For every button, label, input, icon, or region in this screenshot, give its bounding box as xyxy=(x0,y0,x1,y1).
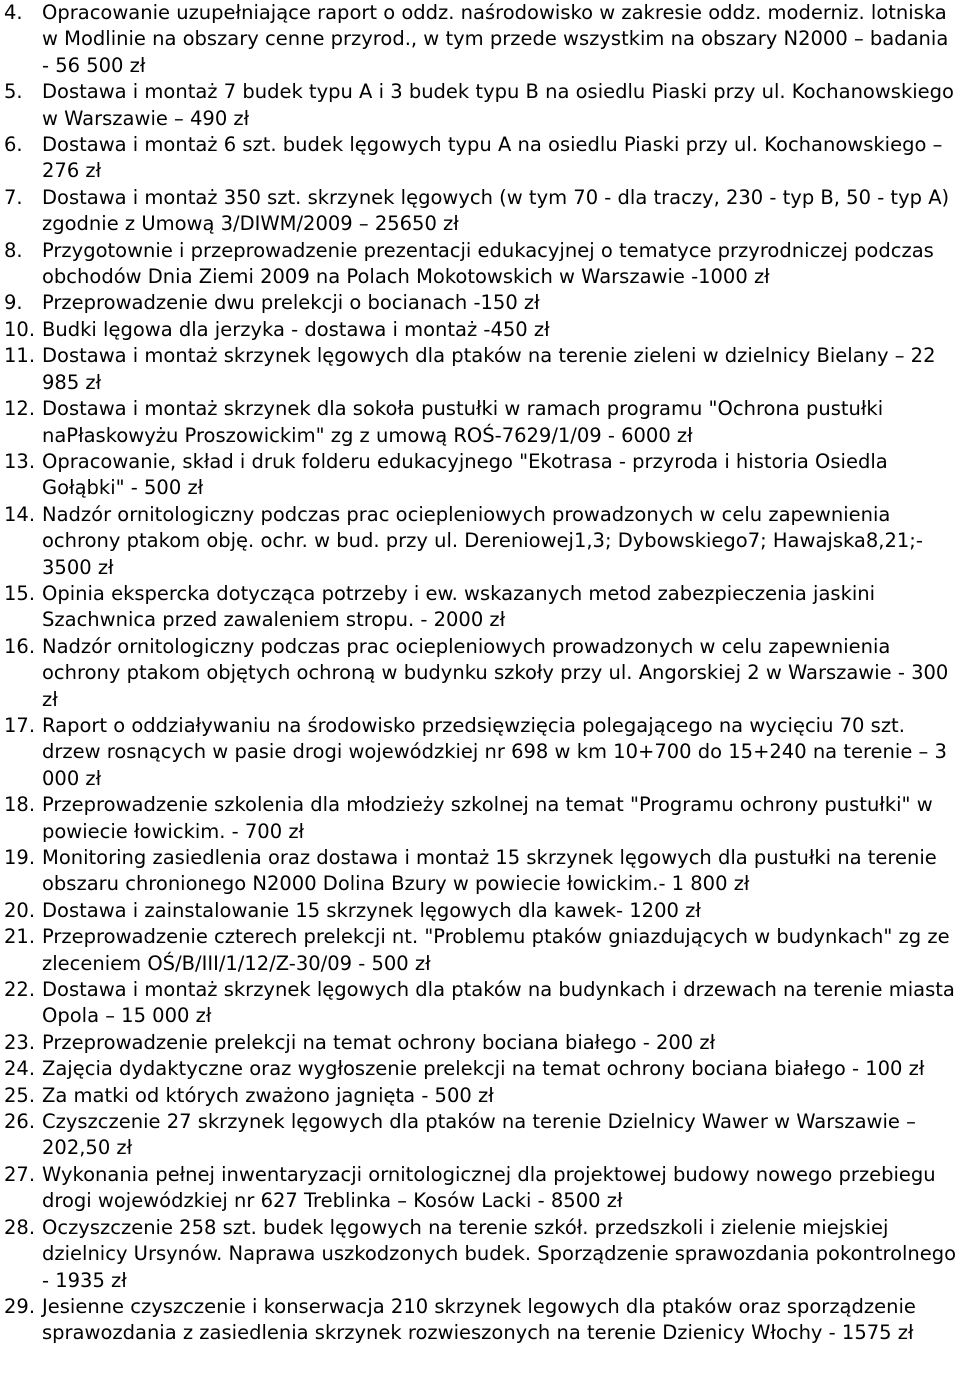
list-item-number: 9. xyxy=(4,291,23,315)
list-item-number: 4. xyxy=(4,1,23,24)
list-item-text: Dostawa i montaż skrzynek lęgowych dla ptaków na terenie zieleni w dzielnicy Bielany – 22 985 zł xyxy=(42,344,936,394)
list-item-number: 5. xyxy=(4,80,23,104)
list-item xyxy=(0,185,960,238)
list-item-number: 17. xyxy=(4,713,36,737)
list-item xyxy=(0,1083,960,1109)
list-item xyxy=(0,449,960,502)
list-item-text: Przeprowadzenie czterech prelekcji nt. "Problemu ptaków gniazdujących w budynkach" zg ze zleceniem OŚ/B/III/1/12/Z-30/09 - 500 zł xyxy=(42,925,950,975)
list-item-text: Oczyszczenie 258 szt. budek lęgowych na terenie szkół. przedszkoli i zielenie miejskiej dzielnicy Ursynów. Naprawa uszkodzonych budek. Sporządzenie sprawozdania pokontrolnego - 1935 zł xyxy=(42,1215,957,1292)
list-item-text: Dostawa i zainstalowanie 15 skrzynek lęgowych dla kawek- 1200 zł xyxy=(42,898,701,922)
list-item-text: Zajęcia dydaktyczne oraz wygłoszenie prelekcji na temat ochrony bociana białego - 100 zł xyxy=(42,1057,925,1081)
list-item-number: 28. xyxy=(4,1215,36,1239)
list-item-number: 22. xyxy=(4,978,36,1002)
list-item-number: 18. xyxy=(4,793,36,817)
list-item-text: Raport o oddziaływaniu na środowisko przedsięwzięcia polegającego na wycięciu 70 szt. drzew rosnących w pasie drogi wojewódzkiej nr 698 w km 10+700 do 15+240 na terenie – 3 000 zł xyxy=(42,713,947,790)
list-item xyxy=(0,238,960,291)
list-item xyxy=(0,132,960,185)
list-item-number: 7. xyxy=(4,185,23,209)
list-item-number: 11. xyxy=(4,344,36,368)
list-item-number: 15. xyxy=(4,581,36,605)
list-item-text: Monitoring zasiedlenia oraz dostawa i montaż 15 skrzynek lęgowych dla pustułki na terenie obszaru chronionego N2000 Dolina Bzury w powiecie łowickim.- 1 800 zł xyxy=(42,846,937,896)
list-item xyxy=(0,924,960,977)
list-item xyxy=(0,713,960,792)
list-item xyxy=(0,290,960,316)
list-item-number: 13. xyxy=(4,449,36,473)
list-item-text: Dostawa i montaż skrzynek lęgowych dla ptaków na budynkach i drzewach na terenie miasta Opola – 15 000 zł xyxy=(42,978,955,1028)
list-item-text: Jesienne czyszczenie i konserwacja 210 skrzynek legowych dla ptaków oraz sporządzenie sprawozdania z zasiedlenia skrzynek rozwieszonych na terenie Dzienicy Włochy - 1575 zł xyxy=(42,1294,916,1345)
list-item-text: Czyszczenie 27 skrzynek lęgowych dla ptaków na terenie Dzielnicy Wawer w Warszawie – 202,50 zł xyxy=(42,1110,916,1160)
list-item xyxy=(0,1162,960,1215)
list-item-number: 23. xyxy=(4,1030,36,1054)
list-item xyxy=(0,1294,960,1347)
list-item-number: 26. xyxy=(4,1110,36,1134)
list-item-number: 25. xyxy=(4,1083,36,1107)
list-item xyxy=(0,317,960,343)
list-item-text: Za matki od których zważono jagnięta - 500 zł xyxy=(42,1083,494,1107)
list-item xyxy=(0,79,960,132)
list-item-text: Budki lęgowa dla jerzyka - dostawa i montaż -450 zł xyxy=(42,317,550,341)
list-item xyxy=(0,396,960,449)
list-item xyxy=(0,0,960,79)
list-item-number: 16. xyxy=(4,634,36,658)
list-item-number: 27. xyxy=(4,1162,36,1186)
list-item xyxy=(0,977,960,1030)
list-item xyxy=(0,1030,960,1056)
list-item-text: Opinia ekspercka dotycząca potrzeby i ew. wskazanych metod zabezpieczenia jaskini Szachwnica przed zawaleniem stropu. - 2000 zł xyxy=(42,581,876,632)
list-item xyxy=(0,1109,960,1162)
list-item xyxy=(0,343,960,396)
list-item-number: 20. xyxy=(4,898,36,922)
list-item xyxy=(0,898,960,924)
list-item-number: 19. xyxy=(4,846,36,869)
list-item-text: Wykonania pełnej inwentaryzacji ornitologicznej dla projektowej budowy nowego przebiegu drogi wojewódzkiej nr 627 Treblinka – Kosów Lacki - 8500 zł xyxy=(42,1162,936,1213)
list-item-text: Opracowanie uzupełniające raport o oddz. naśrodowisko w zakresie oddz. moderniz. lotniska w Modlinie na obszary cenne przyrod., w tym przede wszystkim na obszary N2000 – badania - 56 500 zł xyxy=(42,1,949,77)
list-item-text: Opracowanie, skład i druk folderu edukacyjnego "Ekotrasa - przyroda i historia Osiedla Gołąbki" - 500 zł xyxy=(42,449,888,500)
list-item xyxy=(0,581,960,634)
list-item-number: 10. xyxy=(4,317,36,341)
list-item xyxy=(0,1056,960,1082)
list-item xyxy=(0,634,960,713)
list-item-number: 6. xyxy=(4,133,23,157)
list-item-text: Dostawa i montaż 350 szt. skrzynek lęgowych (w tym 70 - dla traczy, 230 - typ B, 50 - typ A) zgodnie z Umową 3/DIWM/2009 – 25650 zł xyxy=(42,185,950,236)
list-item-text: Dostawa i montaż 7 budek typu A i 3 budek typu B na osiedlu Piaski przy ul. Kochanowskiego w Warszawie – 490 zł xyxy=(42,80,954,130)
list-item-number: 12. xyxy=(4,397,36,421)
list-item-text: Przeprowadzenie dwu prelekcji o bocianach -150 zł xyxy=(42,291,540,315)
list-item xyxy=(0,1215,960,1294)
list-item-number: 21. xyxy=(4,925,36,949)
list-item-number: 29. xyxy=(4,1294,36,1318)
list-item-number: 8. xyxy=(4,238,23,262)
list-item-text: Dostawa i montaż skrzynek dla sokoła pustułki w ramach programu "Ochrona pustułki naPłaskowyżu Proszowickim" zg z umową ROŚ-7629/1/09 - 6000 zł xyxy=(42,397,884,447)
list-item-text: Nadzór ornitologiczny podczas prac ociepleniowych prowadzonych w celu zapewnienia ochrony ptakom obję. ochr. w bud. przy ul. Dereniowej1,3; Dybowskiego7; Hawajska8,21;- 3500 zł xyxy=(42,502,923,579)
list-item xyxy=(0,845,960,898)
list-item-text: Dostawa i montaż 6 szt. budek lęgowych typu A na osiedlu Piaski przy ul. Kochanowskiego – 276 zł xyxy=(42,133,943,183)
list-item-text: Przeprowadzenie szkolenia dla młodzieży szkolnej na temat "Programu ochrony pustułki" w powiecie łowickim. - 700 zł xyxy=(42,793,933,843)
list-item-number: 24. xyxy=(4,1057,36,1081)
list-item xyxy=(0,792,960,845)
list-item-text: Nadzór ornitologiczny podczas prac ociepleniowych prowadzonych w celu zapewnienia ochrony ptakom objętych ochroną w budynku szkoły przy ul. Angorskiej 2 w Warszawie - 300 zł xyxy=(42,634,949,711)
list-item xyxy=(0,502,960,581)
list-item-text: Przygotownie i przeprowadzenie prezentacji edukacyjnej o tematyce przyrodniczej podczas obchodów Dnia Ziemi 2009 na Polach Mokotowskich w Warszawie -1000 zł xyxy=(42,238,934,289)
list-item-number: 14. xyxy=(4,502,36,526)
list-item-text: Przeprowadzenie prelekcji na temat ochrony bociana białego - 200 zł xyxy=(42,1030,716,1054)
